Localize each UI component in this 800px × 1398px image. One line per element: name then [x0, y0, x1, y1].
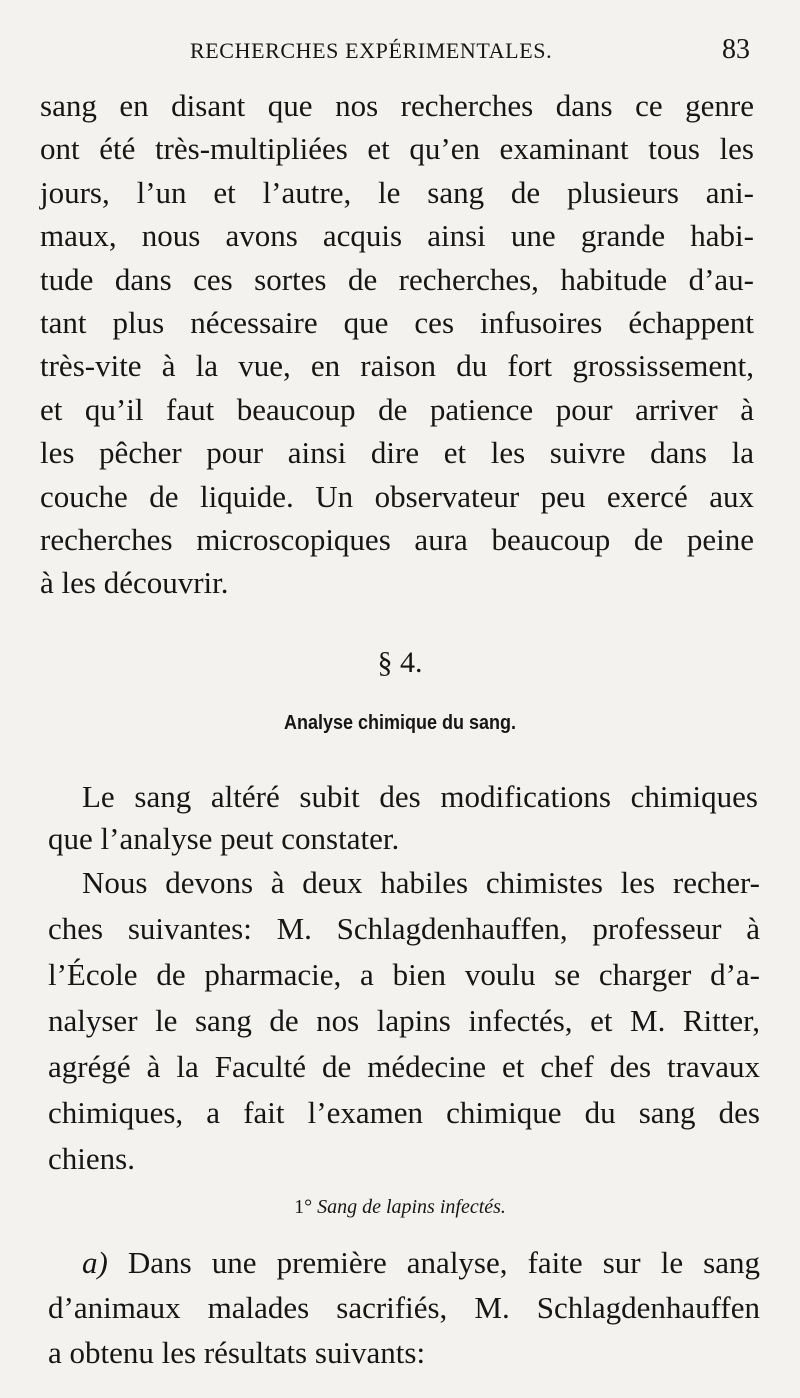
text-line: Le sang altéré subit des modifications chimiques	[82, 779, 758, 814]
text-line: maux, nous avons acquis ainsi une grande habi-	[40, 218, 754, 254]
text-line: tant plus nécessaire que ces infusoires échappent	[40, 305, 754, 341]
running-head-title: RECHERCHES EXPÉRIMENTALES.	[190, 38, 553, 63]
text-line: l’École de pharmacie, a bien voulu se charger d’a-	[48, 957, 760, 992]
text-line: agrégé à la Faculté de médecine et chef des travaux	[48, 1049, 760, 1084]
text-line: jours, l’un et l’autre, le sang de plusieurs ani-	[40, 174, 754, 210]
subheading-text: Sang de lapins infectés.	[317, 1196, 506, 1218]
text-line: et qu’il faut beaucoup de patience pour arriver à	[40, 391, 754, 427]
subheading-number: 1°	[294, 1196, 313, 1218]
paragraph-2	[48, 776, 758, 860]
text-line: ches suivantes: M. Schlagdenhauffen, professeur à	[48, 911, 760, 946]
text-line: à les découvrir.	[40, 565, 229, 601]
item-label: a)	[82, 1245, 108, 1280]
text-line: recherches microscopiques aura beaucoup de peine	[40, 522, 754, 558]
text-line: couche de liquide. Un observateur peu exercé aux	[40, 478, 754, 514]
text-line: les pêcher pour ainsi dire et les suivre dans la	[40, 435, 754, 471]
text-line: chimiques, a fait l’examen chimique du sang des	[48, 1095, 760, 1130]
text-line: tude dans ces sortes de recherches, habitude d’au-	[40, 261, 754, 297]
paragraph-4	[48, 1240, 760, 1375]
text-line: chiens.	[48, 1141, 135, 1176]
page-number: 83	[722, 34, 750, 65]
text-line-content: Dans une première analyse, faite sur le sang	[127, 1245, 760, 1280]
text-line: a obtenu les résultats suivants:	[48, 1335, 426, 1370]
text-line	[48, 1240, 760, 1285]
subheading	[0, 1196, 800, 1219]
text-line: d’animaux malades sacrifiés, M. Schlagdenhauffen	[48, 1290, 760, 1325]
text-line: ont été très-multipliées et qu’en examinant tous les	[40, 131, 754, 167]
text-line: nalyser le sang de nos lapins infectés, et M. Ritter,	[48, 1003, 760, 1038]
text-line: Nous devons à deux habiles chimistes les recher-	[82, 865, 760, 900]
text-line: que l’analyse peut constater.	[48, 821, 400, 856]
section-number: § 4.	[377, 646, 423, 679]
paragraph-1	[40, 84, 754, 605]
text-line: très-vite à la vue, en raison du fort grossissement,	[40, 348, 754, 384]
paragraph-3	[48, 860, 760, 1182]
section-title: Analyse chimique du sang.	[283, 710, 517, 734]
text-line: sang en disant que nos recherches dans ce genre	[40, 88, 754, 123]
